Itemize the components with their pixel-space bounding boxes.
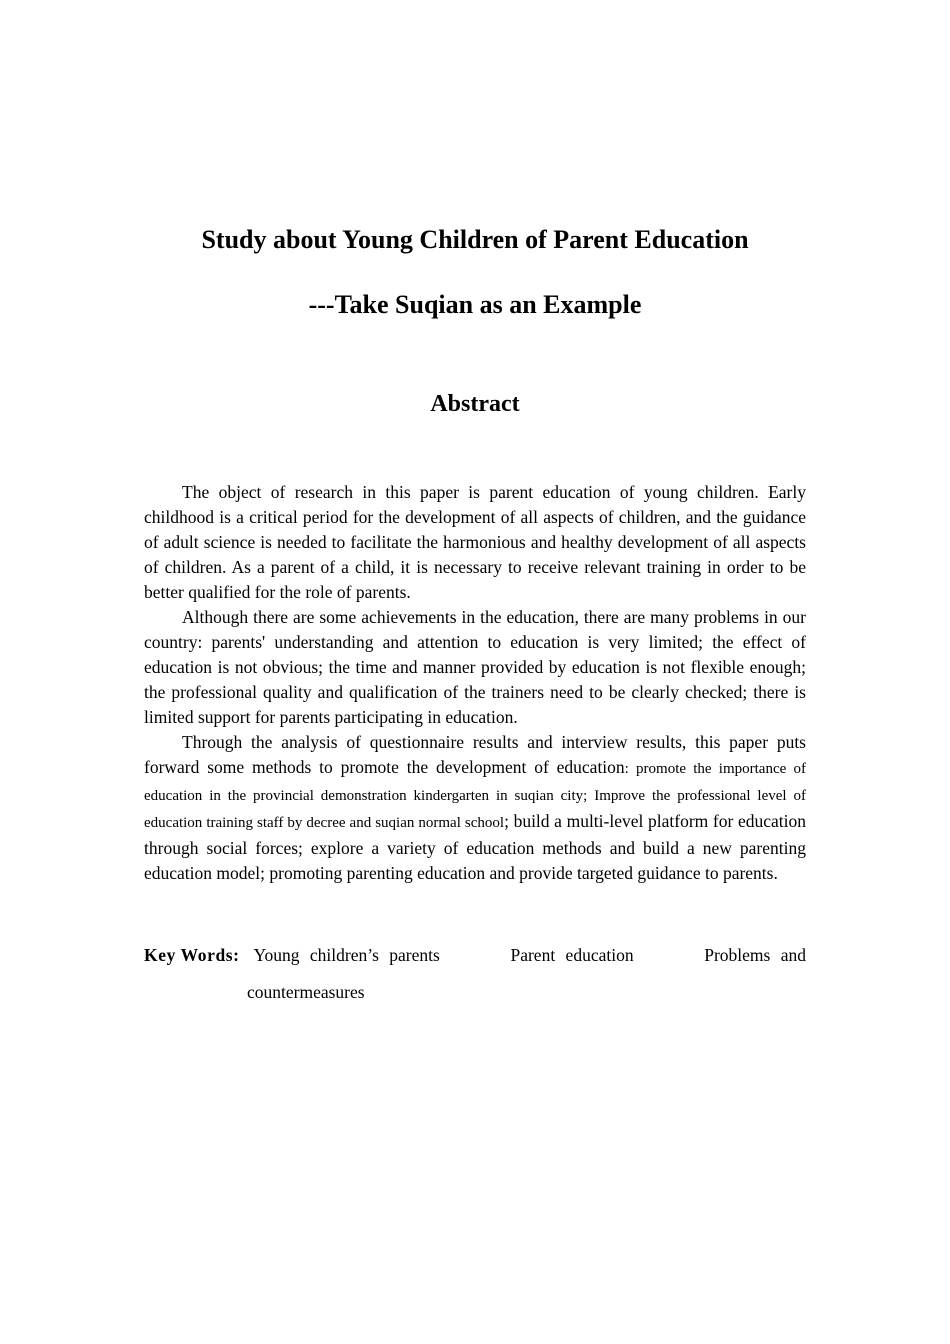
keywords-group xyxy=(144,937,440,974)
abstract-paragraph-3 xyxy=(144,730,806,886)
keyword-item: Parent education xyxy=(510,945,634,965)
abstract-paragraph-3-part-3: ; build a multi-level platform for education through social forces; explore a variety of education methods and build a new parenting education model; promoting parenting education and provide targeted guidance to parents. xyxy=(144,811,806,883)
keyword-item: countermeasures xyxy=(247,982,365,1002)
abstract-paragraph-3-part-2: : promote the importance of education in the provincial demonstration kindergarten in suqian city; Improve the professional level of education training staff by decree and suqian normal school xyxy=(144,761,806,831)
paper-subtitle: ---Take Suqian as an Example xyxy=(308,290,642,319)
abstract-body xyxy=(144,480,806,886)
abstract-heading: Abstract xyxy=(430,391,520,417)
keywords-row-2 xyxy=(144,974,806,1011)
abstract-paragraph-1: The object of research in this paper is parent education of young children. Early childhood is a critical period for the development of all aspects of children, and the guidance of adult science is needed to facilitate the harmonious and healthy development of all aspects of children. As a parent of a child, it is necessary to receive relevant training in order to be better qualified for the role of parents. xyxy=(144,482,806,602)
keywords-label: Key Words: xyxy=(144,945,240,965)
abstract-paragraph-2: Although there are some achievements in the education, there are many problems in our country: parents' understanding and attention to education is very limited; the effect of education is not obvious; the time and manner provided by education is not flexible enough; the professional quality and qualification of the trainers need to be clearly checked; there is limited support for parents participating in education. xyxy=(144,607,806,727)
abstract-paragraph-3-part-1: Through the analysis of questionnaire results and interview results, this paper puts forward some methods to promote the development of education xyxy=(144,732,806,777)
paper-title: Study about Young Children of Parent Education xyxy=(201,225,749,254)
keyword-item: Problems and xyxy=(704,945,806,965)
keywords-section xyxy=(144,937,806,1011)
keyword-item: Young children’s parents xyxy=(253,945,440,965)
keywords-row-1 xyxy=(144,937,806,974)
